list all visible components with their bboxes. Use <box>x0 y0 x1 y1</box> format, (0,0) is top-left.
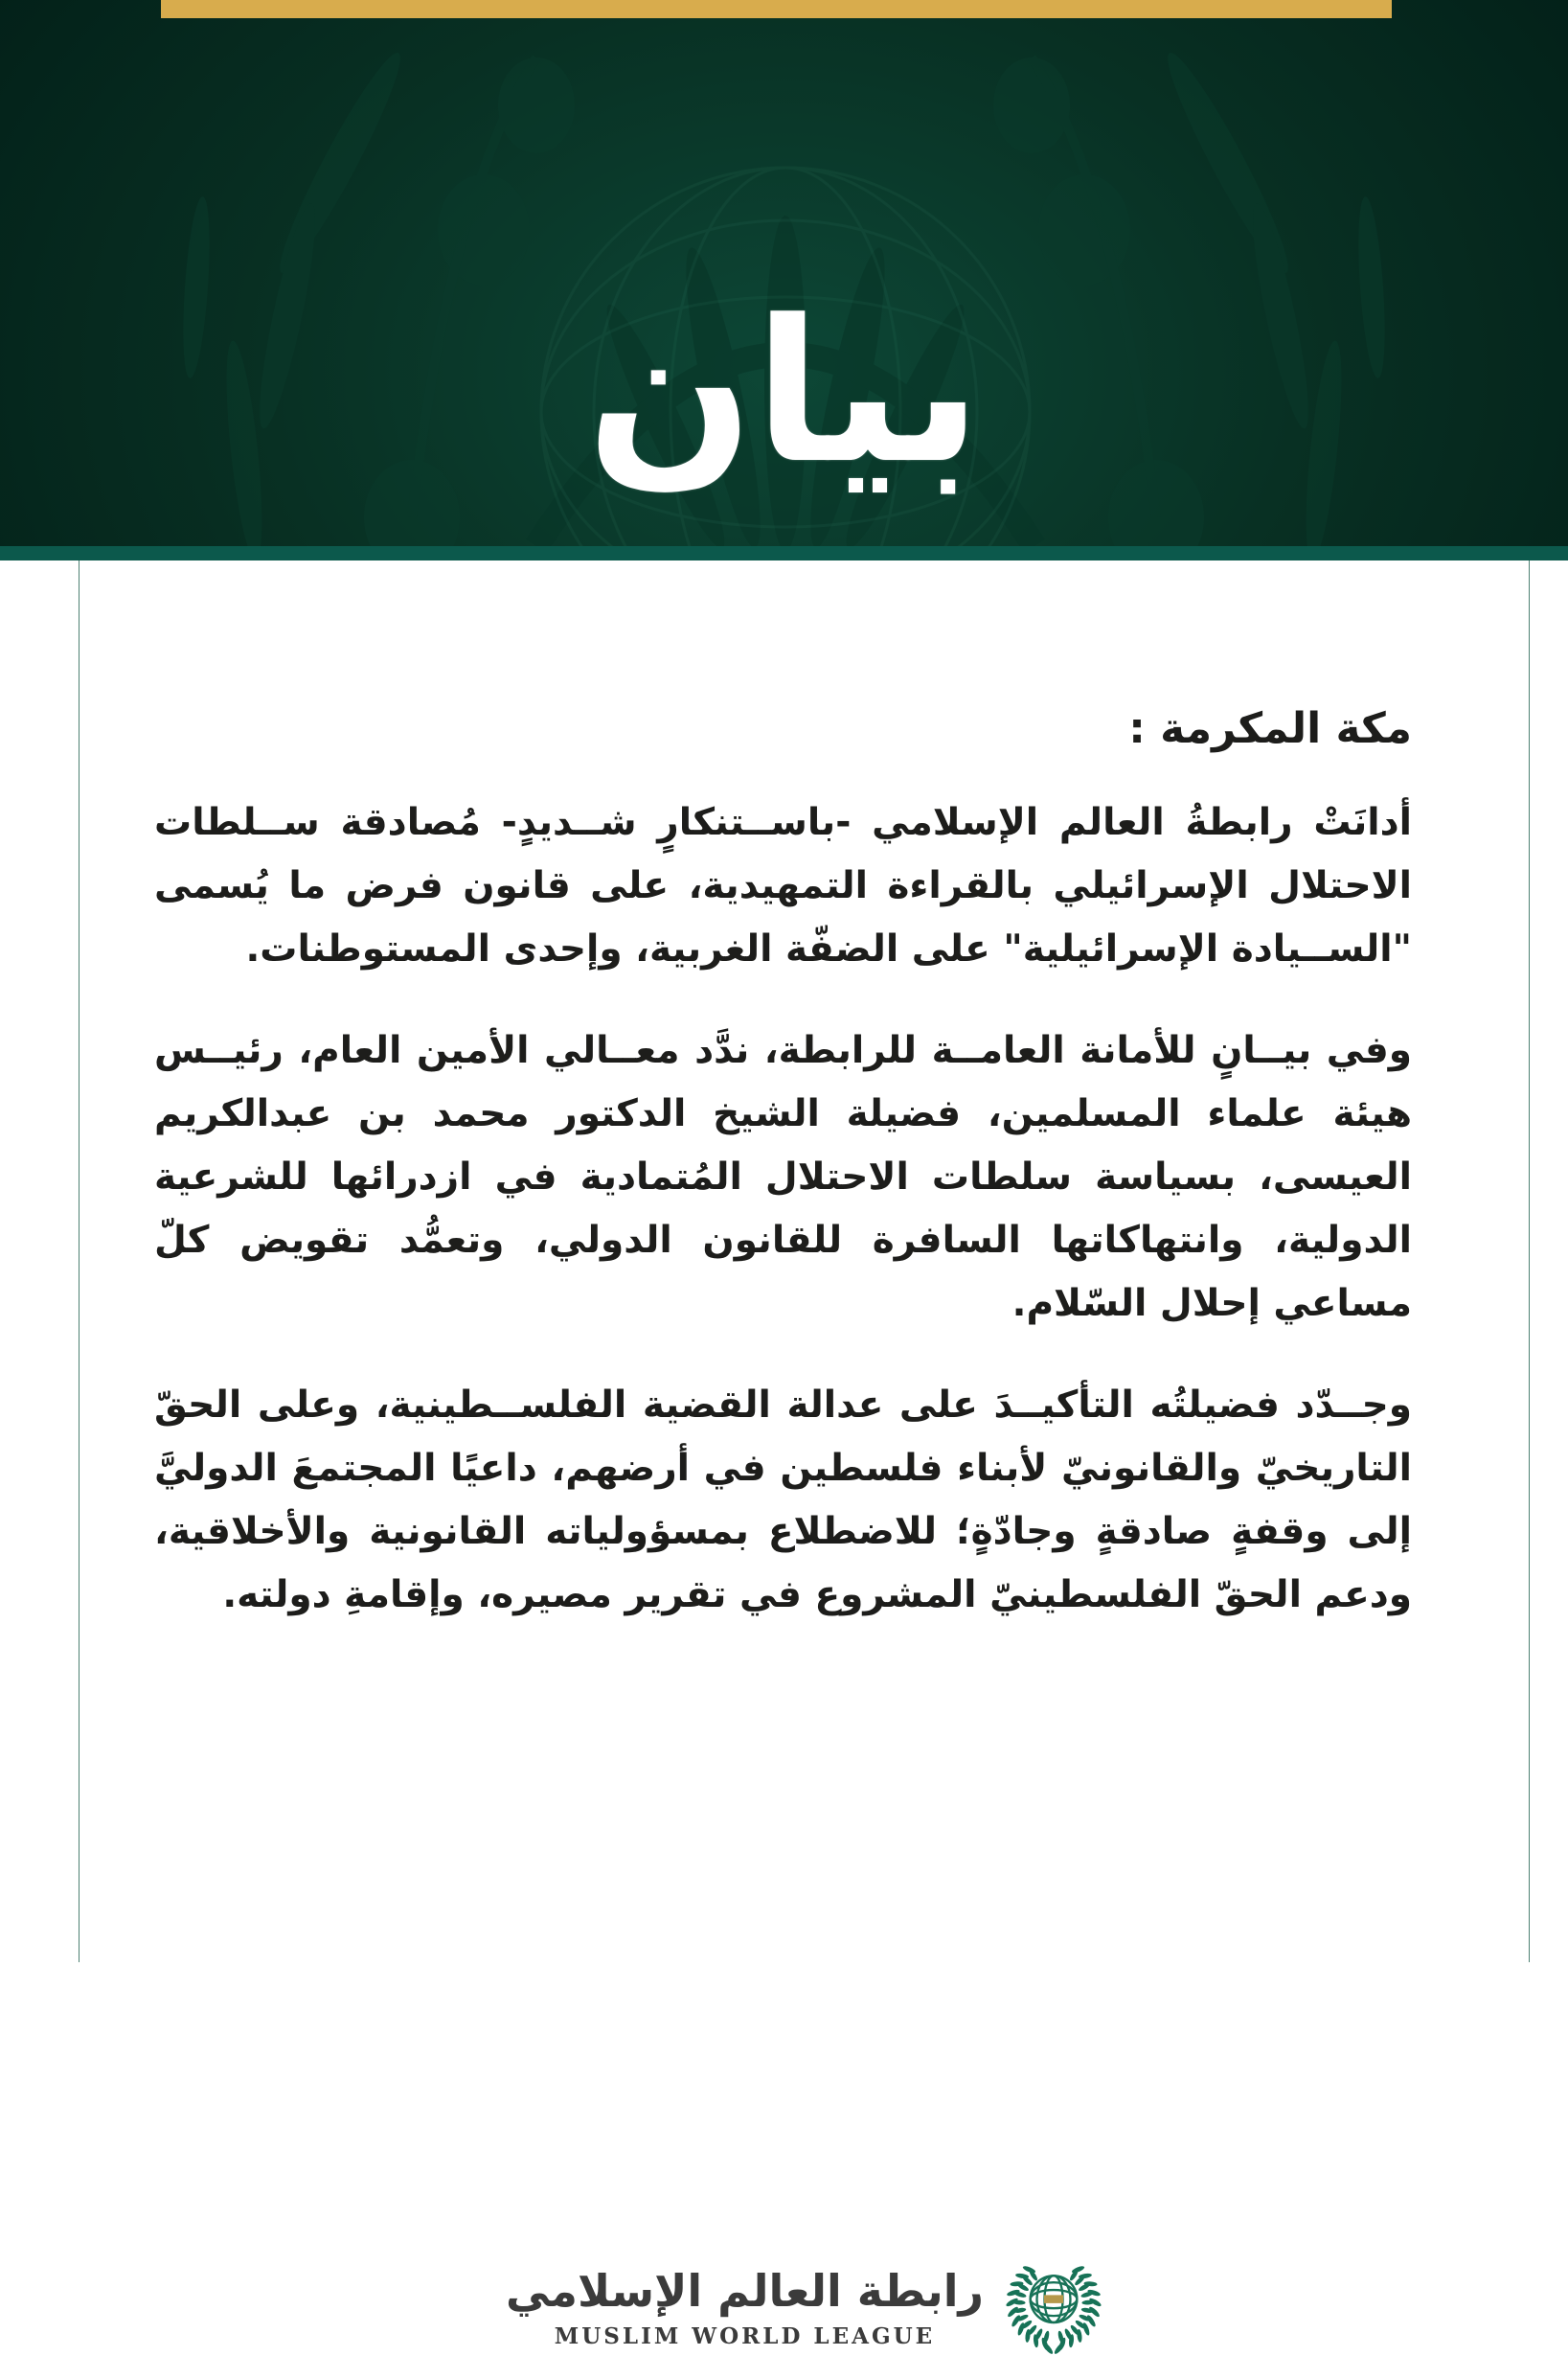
teal-divider-band <box>0 546 1568 560</box>
mwl-logo <box>80 2254 1531 2356</box>
statement-title-calligraphy: بيان <box>586 279 982 507</box>
gold-accent-bar <box>161 0 1392 18</box>
logo-english-name: MUSLIM WORLD LEAGUE <box>554 2322 936 2349</box>
logo-arabic-calligraphy: رابطة العالم الإسلامي <box>505 2264 985 2317</box>
statement-paragraph: وفي بيــانٍ للأمانة العامــة للرابطة، ندَّد معــالي الأمين العام، رئيــس هيئة علماء المسلمين، فضيلة الشيخ الدكتور محمد بن عبدالكريم العيسى، بسياسة سلطات الاحتلال المُتمادية في ازدرائها للشرعية الدولية، وانتهاكاتها السافرة للقانون الدولي، وتعمُّد تقويض كلّ مساعي إحلال السّلام. <box>154 1029 1412 1325</box>
statement-card <box>79 560 1530 2349</box>
mwl-logo-text <box>506 2262 984 2349</box>
emblem-gold-bar <box>1044 2295 1063 2302</box>
location-heading: مكة المكرمة : <box>1128 704 1412 753</box>
mwl-emblem-icon <box>1003 2254 1104 2356</box>
statement-body <box>80 560 1529 1627</box>
header-banner <box>0 0 1568 546</box>
statement-paragraph: أدانَتْ رابطةُ العالم الإسلامي -باســتنكارٍ شــديدٍ- مُصادقة ســلطات الاحتلال الإسرائيلي بالقراءة التمهيدية، على قانون فرض ما يُسمى "الســيادة الإسرائيلية" على الضفّة الغربية، وإحدى المستوطنات. <box>154 801 1412 971</box>
statement-paragraph: وجــدّد فضيلتُه التأكيــدَ على عدالة القضية الفلســطينية، وعلى الحقّ التاريخيّ والقانونيّ لأبناء فلسطين في أرضهم، داعيًا المجتمعَ الدوليَّ إلى وقفةٍ صادقةٍ وجادّةٍ؛ للاضطلاع بمسؤولياته القانونية والأخلاقية، ودعم الحقّ الفلسطينيّ المشروع في تقرير مصيره، وإقامةِ دولته. <box>154 1384 1412 1616</box>
